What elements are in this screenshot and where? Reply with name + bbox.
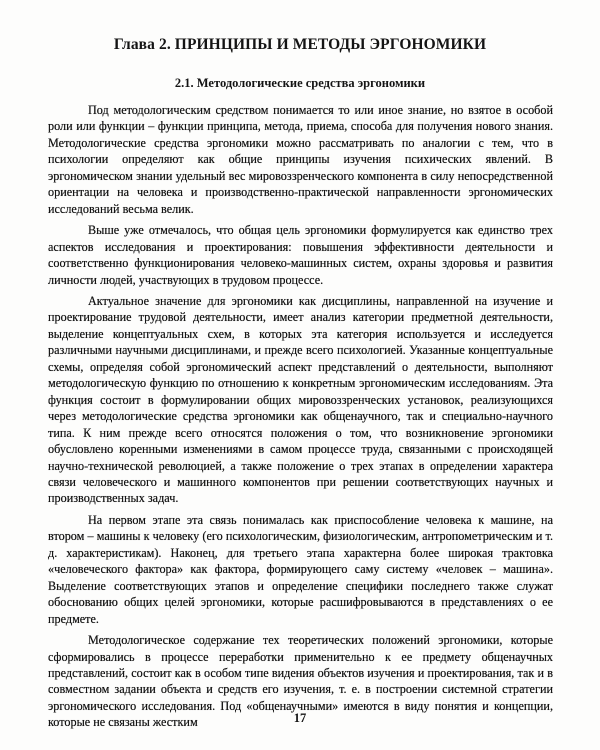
paragraph: Выше уже отмечалось, что общая цель эргономики формулируется как единство трех аспектов исследования и проектирования: повышения эффективности деятельности и соответственно функционирования человеко-машинных систем, охраны здоровья и развития личности людей, участвующих в трудовом процессе.	[48, 223, 553, 287]
paragraph: На первом этапе эта связь понималась как приспособление человека к машине, на втором – машины к человеку (его психологическим, физиологическим, антропометрическим и т. д. характеристикам). Наконец, для третьего этапа характерна более широкая трактовка «человеческого фактора» как фактора, формирующего саму систему «человек – машина». Выделение соответствующих этапов и определение специфики последнего также служат обоснованию общих целей эргономики, которые расшифровываются в представлениях о ее предмете.	[48, 512, 553, 626]
page-number: 17	[293, 711, 307, 725]
chapter-title: Глава 2. ПРИНЦИПЫ И МЕТОДЫ ЭРГОНОМИКИ	[113, 36, 487, 53]
paragraph: Под методологическим средством понимается то или иное знание, но взятое в особой роли или функции – функции принципа, метода, приема, способа для получения нового знания. Методологические средства эргономики можно рассматривать по аналогии с тем, что в психологии определяют как общие принципы изучения психических явлений. В эргономическом знании удельный вес мировоззренческого компонента в силу непосредственной ориентации на человека и производственно-практической направленности эргономических исследований весьма велик.	[48, 103, 553, 216]
section-title: 2.1. Методологические средства эргономики	[174, 76, 426, 90]
paragraph: Методологическое содержание тех теоретических положений эргономики, которые сформировались в процессе переработки применительно к ее предмету общенаучных представлений, состоит как в особом типе видения объектов изучения и проектирования, так и в совместном задании объекта и средств его изучения, т. е. в построении системной стратегии эргономического исследования. Под «общенаучными» имеются в виду понятия и концепции, которые не связаны жестким	[48, 633, 553, 730]
paragraph: Актуальное значение для эргономики как дисциплины, направленной на изучение и проектирование трудовой деятельности, имеет анализ категории предметной деятельности, выделение концептуальных схем, в которых эта категория используется и исследуется различными научными дисциплинами, и прежде всего психологией. Указанные концептуальные схемы, определяя собой эргономический аспект представлений о деятельности, выполняют методологическую функцию по отношению к конкретным эргономическим исследованиям. Эта функция состоит в формулировании общих мировоззренческих установок, реализующихся через методологические средства эргономики как общенаучного, так и специально-научного типа. К ним прежде всего относятся положения о том, что возникновение эргономики обусловлено коренными изменениями в самом процессе труда, связанными с происходящей научно-технической революцией, а также положение о трех этапах в определении характера связи человеческого и машинного компонентов при решении соответствующих научных и производственных задач.	[48, 293, 553, 506]
body-text	[48, 102, 553, 736]
